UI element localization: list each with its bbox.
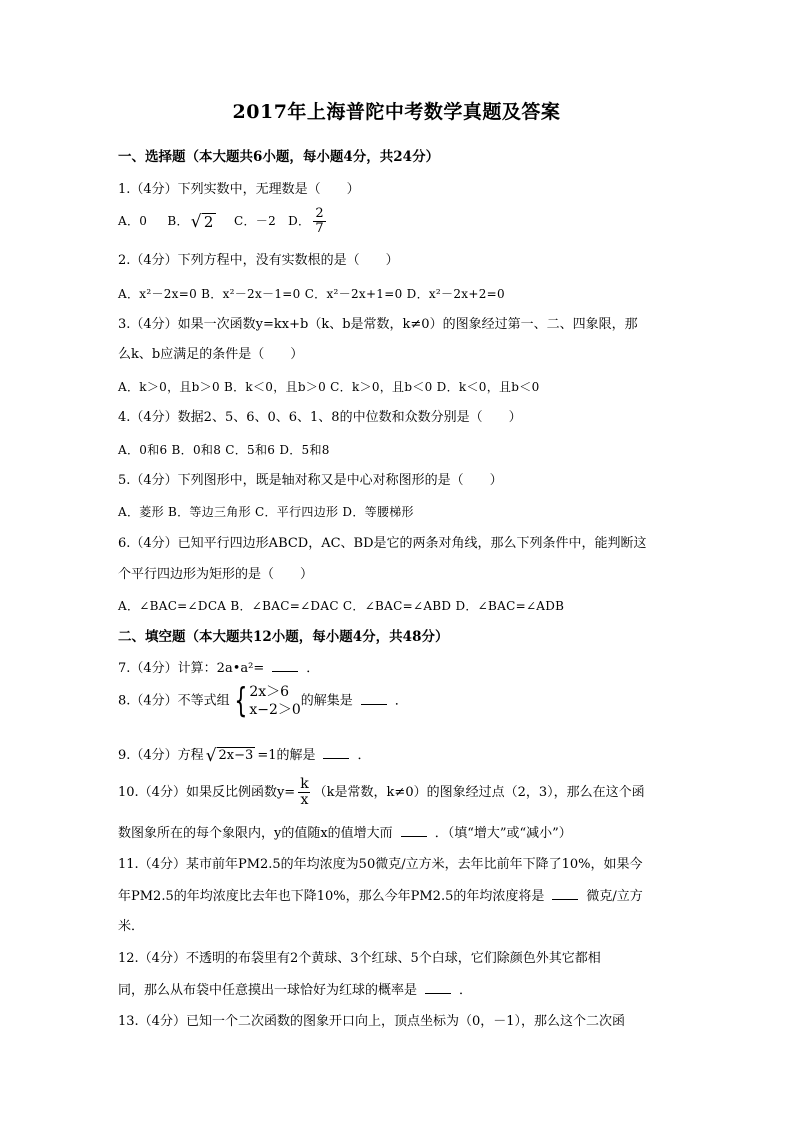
section-heading-choice: 一、选择题（本大题共6小题，每小题4分，共24分） — [118, 149, 440, 165]
question-1-options — [118, 207, 329, 236]
answer-blank — [272, 659, 298, 672]
question-8-prefix: 8.（4分）不等式组 — [118, 693, 230, 709]
question-9 — [118, 746, 371, 765]
question-3-line-1: 3.（4分）如果一次函数y=kx+b（k、b是常数，k≠0）的图象经过第一、二、四象限，那 — [118, 317, 638, 332]
question-10-line-1 — [118, 777, 645, 808]
question-10-prefix: 10.（4分）如果反比例函数y= — [118, 785, 296, 800]
option-c: C．－2 — [233, 214, 277, 228]
question-11-line-2-suffix: 微克/立方 — [586, 889, 643, 904]
question-2-text: 2.（4分）下列方程中，没有实数根的是（ ） — [118, 253, 399, 268]
question-8 — [118, 683, 408, 719]
question-9-prefix: 9.（4分）方程 — [118, 748, 204, 763]
question-11-line-3: 米． — [118, 919, 145, 934]
question-12-line-2 — [118, 981, 472, 1000]
question-5-options: A．菱形 B．等边三角形 C．平行四边形 D．等腰梯形 — [118, 505, 414, 519]
sqrt-expression: √ 2 — [190, 211, 214, 232]
question-7 — [118, 659, 319, 678]
question-1-text: 1.（4分）下列实数中，无理数是（ ） — [118, 182, 360, 197]
fraction-numerator: k — [300, 776, 309, 792]
question-10-rest: （k是常数，k≠0）的图象经过点（2，3），那么在这个函 — [313, 785, 645, 800]
fraction-numerator: 2 — [315, 206, 324, 221]
question-10-line-2-suffix: ．（填“增大”或“减小”） — [434, 826, 572, 841]
sqrt-expression: √ 2x−3 — [205, 745, 254, 766]
fraction — [298, 777, 310, 808]
option-b-label: B． — [167, 214, 189, 228]
option-d-label: D． — [288, 214, 311, 228]
question-11-line-2-prefix: 年PM2.5的年均浓度比去年也下降10%，那么今年PM2.5的年均浓度将是 — [118, 889, 545, 904]
fraction — [313, 207, 326, 236]
question-9-mid: =1的解是 — [257, 748, 316, 763]
question-7-prefix: 7.（4分）计算：2a•a²= — [118, 661, 265, 676]
question-2-options: A．x²－2x=0 B．x²－2x－1=0 C．x²－2x+1=0 D．x²－2x+2=0 — [118, 287, 505, 301]
question-12-line-2-prefix: 同，那么从布袋中任意摸出一球恰好为红球的概率是 — [118, 983, 418, 998]
question-3-line-2: 么k、b应满足的条件是（ ） — [118, 347, 304, 362]
question-12-line-1: 12.（4分）不透明的布袋里有2个黄球、3个红球、5个白球，它们除颜色外其它都相 — [118, 951, 601, 966]
question-12-line-2-suffix: ． — [459, 983, 473, 998]
answer-blank — [552, 887, 578, 900]
question-11-line-1: 11.（4分）某市前年PM2.5的年均浓度为50微克/立方米，去年比前年下降了10%，如果今 — [118, 857, 643, 872]
question-9-suffix: ． — [357, 748, 371, 763]
question-4-options: A．0和6 B．0和8 C．5和6 D．5和8 — [118, 443, 330, 457]
question-8-suffix: ． — [394, 693, 408, 709]
question-11-line-2 — [118, 887, 643, 906]
question-6-line-2: 个平行四边形为矩形的是（ ） — [118, 567, 314, 582]
question-10-line-2-prefix: 数图象所在的每个象限内，y的值随x的值增大而 — [118, 826, 393, 841]
answer-blank — [323, 746, 349, 759]
sqrt-radicand: 2 — [203, 212, 214, 231]
question-6-line-1: 6.（4分）已知平行四边形ABCD，AC、BD是它的两条对角线，那么下列条件中，能判断这 — [118, 536, 647, 551]
question-13-line-1: 13.（4分）已知一个二次函数的图象开口向上，顶点坐标为（0，－1），那么这个二次函 — [118, 1014, 625, 1029]
section-heading-fill-blank: 二、填空题（本大题共12小题，每小题4分，共48分） — [118, 629, 449, 645]
page-title: 2017年上海普陀中考数学真题及答案 — [232, 101, 561, 123]
question-6-options: A．∠BAC=∠DCA B．∠BAC=∠DAC C．∠BAC=∠ABD D．∠BAC=∠ADB — [118, 599, 565, 613]
answer-blank — [401, 824, 427, 837]
fraction-denominator: x — [300, 792, 309, 808]
sqrt-radicand: 2x−3 — [218, 747, 254, 763]
inequality-row-1: 2x＞6 — [249, 684, 290, 700]
question-5-text: 5.（4分）下列图形中，既是轴对称又是中心对称图形的是（ ） — [118, 473, 503, 488]
answer-blank — [425, 981, 451, 994]
question-8-mid: 的解集是 — [300, 693, 353, 709]
question-4-text: 4.（4分）数据2、5、6、0、6、1、8的中位数和众数分别是（ ） — [118, 410, 522, 425]
answer-blank — [361, 692, 387, 705]
question-3-options: A．k＞0，且b＞0 B．k＜0，且b＞0 C．k＞0，且b＜0 D．k＜0，且b＜0 — [118, 380, 540, 394]
inequality-system: { 2x＞6 x−2＞0 — [234, 681, 301, 721]
question-10-line-2 — [118, 824, 572, 843]
inequality-row-2: x−2＞0 — [249, 702, 301, 718]
fraction-denominator: 7 — [315, 221, 324, 236]
question-7-suffix: ． — [306, 661, 320, 676]
option-a: A．0 — [118, 214, 148, 228]
